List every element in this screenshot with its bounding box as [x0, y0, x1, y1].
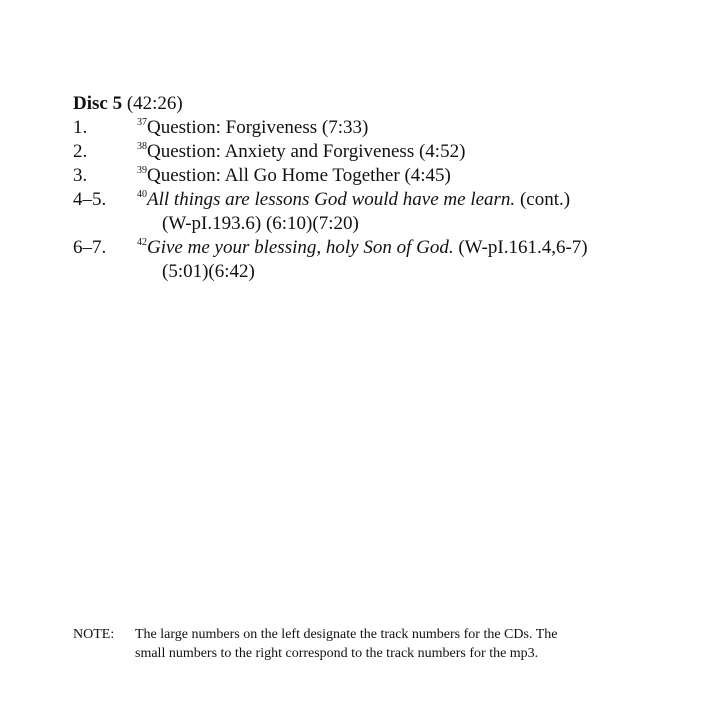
- track-entry: [137, 116, 368, 140]
- track-continuation: (5:01)(6:42): [162, 261, 255, 282]
- track-row-5: [73, 236, 693, 284]
- track-reference: (W-pI.161.4,6-7): [453, 237, 588, 258]
- mp3-track-number: 42: [137, 237, 147, 248]
- note-line-2: small numbers to the right correspond to the track numbers for the mp3.: [135, 646, 539, 661]
- track-number: 4–5.: [73, 189, 107, 210]
- mp3-track-number: 38: [137, 141, 147, 152]
- note-line-1: The large numbers on the left designate the track numbers for the CDs. The: [135, 627, 558, 642]
- track-title: Question: Anxiety and Forgiveness: [147, 141, 415, 162]
- track-entry: [137, 164, 451, 188]
- track-continuation: (W-pI.193.6) (6:10)(7:20): [162, 213, 359, 234]
- mp3-track-number: 39: [137, 165, 147, 176]
- disc-header: [73, 92, 183, 116]
- track-duration: (7:33): [317, 117, 369, 138]
- track-entry: [137, 140, 465, 164]
- track-row-4: [73, 188, 693, 236]
- note-label: NOTE:: [73, 627, 115, 642]
- track-row-3: [73, 164, 693, 188]
- track-title: Question: Forgiveness: [147, 117, 318, 138]
- track-number: 2.: [73, 141, 88, 162]
- track-number: 6–7.: [73, 237, 107, 258]
- mp3-track-number: 40: [137, 189, 147, 200]
- track-duration: (4:45): [399, 165, 451, 186]
- track-title: Give me your blessing, holy Son of God.: [147, 237, 454, 258]
- track-row-1: [73, 116, 693, 140]
- track-duration: (4:52): [414, 141, 466, 162]
- mp3-track-number: 37: [137, 117, 147, 128]
- note-text: [135, 625, 675, 663]
- track-row-2: [73, 140, 693, 164]
- track-number: 1.: [73, 117, 88, 138]
- track-note: (cont.): [515, 189, 571, 210]
- track-list: [73, 116, 693, 284]
- track-entry: [137, 236, 588, 260]
- track-number: 3.: [73, 165, 88, 186]
- track-title: All things are lessons God would have me learn.: [147, 189, 516, 210]
- disc-name: Disc 5: [73, 93, 123, 114]
- track-title: Question: All Go Home Together: [147, 165, 400, 186]
- disc-duration: (42:26): [126, 93, 183, 114]
- track-entry: [137, 188, 570, 212]
